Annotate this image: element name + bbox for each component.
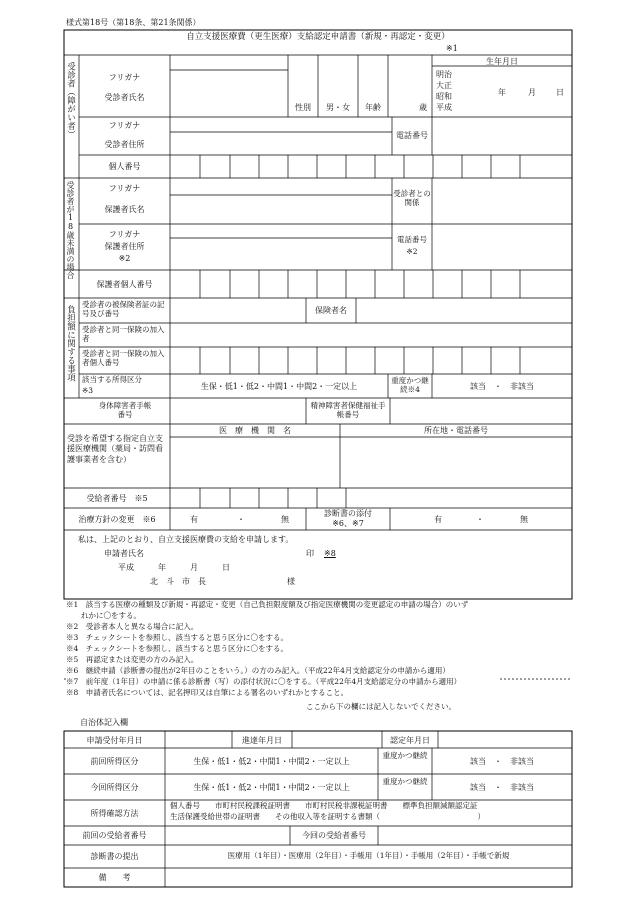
patient-address-label: 受診者住所: [104, 140, 145, 149]
burden-side-label: 負担額に関する事項: [65, 305, 76, 382]
application-date[interactable]: 平成 年 月 日: [118, 563, 230, 572]
note-1: ※1 該当する医療の種類及び新規・再認定・変更（自己負担限度額及び指定医療機関の変更認定の申請の場合）のいず: [66, 600, 469, 609]
curr-recipient-field[interactable]: [380, 828, 570, 843]
applicant-label: 申請者氏名: [104, 549, 144, 558]
age-unit: 歳: [419, 103, 427, 112]
institution-name-header: 医 療 機 関 名: [219, 426, 291, 435]
prev-heavy-label: 重度かつ継続: [382, 751, 428, 760]
institution-name-field[interactable]: [172, 439, 338, 486]
diagnosis-yes[interactable]: 有: [434, 515, 442, 524]
same-insured-no-label: 受診者と同一保険の加入者個人番号: [82, 349, 165, 368]
curr-income-label: 今回所得区分: [90, 783, 139, 792]
curr-heavy-label: 重度かつ継続: [382, 777, 428, 786]
note-7: ※7 前年度（1年目）の申請に係る診断書（写）の添付状況に〇をする。（平成22年4月支給認定分の申請から適用）: [66, 677, 462, 686]
patient-phone-label: 電話番号: [396, 131, 428, 140]
diagnosis-dot: ・: [476, 515, 484, 524]
progress-date-field[interactable]: [294, 733, 380, 746]
birth-era-showa[interactable]: 昭和: [436, 92, 452, 101]
note-5: ※5 再認定または変更の方のみ記入。: [66, 655, 199, 664]
guardian-phone-label: 電話番号: [397, 235, 427, 244]
cert-date-label: 認定年月日: [390, 736, 430, 745]
cert-date-field[interactable]: [440, 733, 570, 746]
diagnosis-submit-options[interactable]: 医療用（1年目）・医療用（2年目）・手帳用（1年目）・手帳用（2年目）・手帳で新規: [227, 851, 510, 860]
note-1b: れかに〇をする。: [66, 611, 141, 620]
insured-card-field[interactable]: [172, 300, 304, 321]
curr-recipient-label: 今回の受給者番号: [302, 831, 366, 840]
cut-line-text: ここから下の欄には記入しないでください。: [306, 702, 456, 711]
treatment-dot: ・: [237, 515, 245, 524]
birth-era-taisho[interactable]: 大正: [436, 81, 452, 90]
guardian-personal-no-label: 保護者個人番号: [96, 280, 153, 289]
guardian-furigana-label: フリガナ: [108, 184, 141, 193]
heavy-label: 重度かつ継続※4: [391, 376, 429, 394]
income-method-line2[interactable]: 生活保護受給世帯の証明書 その他収入等を証明する書類（ ）: [170, 812, 485, 821]
guardian-name-label: 保護者氏名: [104, 205, 145, 214]
diagnosis-attach-label: 診断書の添付: [324, 509, 372, 518]
guardian-side-label: 受診者が18歳未満の場合: [66, 181, 75, 279]
same-insured-field[interactable]: [172, 325, 570, 345]
seal-note: ※8: [324, 549, 336, 558]
prev-heavy-options[interactable]: 該当 ・ 非該当: [470, 757, 534, 766]
patient-name-field[interactable]: [172, 72, 286, 114]
heavy-options[interactable]: 該当 ・ 非該当: [470, 382, 534, 391]
progress-date-label: 進達年月日: [242, 736, 282, 745]
seal-label: 印: [306, 549, 314, 558]
birth-year-unit: 年: [498, 88, 506, 97]
sex-options[interactable]: 男・女: [326, 103, 350, 112]
guardian-address-note: ※2: [118, 254, 131, 263]
mayor-sama: 様: [287, 577, 295, 586]
same-insured-label: 受診者と同一保険の加入者: [82, 325, 165, 344]
disability-card-field[interactable]: [172, 400, 304, 422]
treatment-change-label: 治療方針の変更 ※6: [78, 515, 156, 524]
applicant-name-field[interactable]: [160, 547, 300, 559]
patient-personal-no-field[interactable]: [172, 157, 570, 176]
curr-income-options[interactable]: 生保・低1・低2・中間1・中間2・一定以上: [193, 783, 350, 792]
insured-card-label: 受診者の被保険者証の記号及び番号: [82, 300, 165, 319]
note-6: ※6 継続申請（診断書の提出が2年目のことをいう。）の方のみ記入。（平成22年4月支給認定分の申請から適用）: [66, 666, 450, 675]
receipt-date-field[interactable]: [167, 733, 230, 746]
patient-furigana-label: フリガナ: [108, 73, 141, 82]
patient-phone-field[interactable]: [434, 119, 570, 153]
sex-label: 性別: [295, 103, 311, 112]
disability-card-label: 身体障害者手帳番号: [98, 401, 152, 420]
patient-address-furigana-label: フリガナ: [108, 121, 141, 130]
insurer-field[interactable]: [358, 300, 570, 321]
patient-name-label: 受診者氏名: [104, 93, 145, 102]
prev-income-options[interactable]: 生保・低1・低2・中間1・中間2・一定以上: [193, 757, 350, 766]
declaration-text: 私は、上記のとおり、自立支援医療費の支給を申請します。: [78, 535, 294, 544]
income-class-label: 該当する所得区分: [82, 375, 142, 384]
recipient-no-field[interactable]: [172, 490, 570, 506]
birth-month-unit: 月: [528, 88, 536, 97]
guardian-address-furigana-label: フリガナ: [108, 230, 141, 239]
guardian-address-field[interactable]: [172, 240, 390, 268]
guardian-relation-label: 受診者との関係: [393, 189, 431, 207]
patient-side-label: 受診者（障がい者）: [65, 62, 76, 139]
form-id: 様式第18号（第18条、第21条関係）: [66, 18, 201, 27]
diagnosis-submit-label: 診断書の提出: [90, 852, 139, 861]
guardian-address-label: 保護者住所: [104, 242, 145, 251]
age-label: 年齢: [365, 103, 381, 112]
birth-day-unit: 日: [556, 88, 564, 97]
mental-card-label: 精神障害者保健福祉手帳番号: [310, 401, 386, 420]
prev-recipient-field[interactable]: [167, 828, 288, 843]
note-4: ※4 チェックシートを参照し、該当すると思う区分に〇をする。: [66, 644, 289, 653]
birth-header: 生年月日: [486, 57, 518, 66]
patient-personal-no-label: 個人番号: [108, 162, 141, 171]
institution-address-field[interactable]: [342, 439, 570, 486]
guardian-phone-note: ※2: [406, 247, 418, 256]
guardian-relation-field[interactable]: [434, 180, 570, 222]
prev-recipient-label: 前回の受給者番号: [82, 831, 147, 840]
income-class-options[interactable]: 生保・低1・低2・中間1・中間2・一定以上: [200, 382, 358, 391]
same-insured-no-field[interactable]: [172, 349, 570, 372]
institution-label: 受診を希望する指定自立支援医療機関（薬局・訪問看護事業者を含む）: [67, 434, 163, 464]
remarks-field[interactable]: [167, 870, 570, 885]
receipt-date-label: 申請受付年月日: [86, 736, 143, 745]
patient-address-field[interactable]: [172, 134, 390, 153]
office-heading: 自治体記入欄: [80, 718, 128, 727]
income-method-label: 所得確認方法: [90, 809, 139, 818]
treatment-no[interactable]: 無: [281, 515, 289, 524]
birth-era-meiji[interactable]: 明治: [436, 70, 452, 79]
note-2: ※2 受診者本人と異なる場合に記入。: [66, 622, 199, 631]
curr-heavy-options[interactable]: 該当 ・ 非該当: [470, 783, 534, 792]
diagnosis-attach-note: ※6、※7: [332, 519, 364, 528]
mental-card-field[interactable]: [392, 400, 570, 422]
prev-income-label: 前回所得区分: [90, 757, 139, 766]
income-method-line1[interactable]: 個人番号 市町村民税課税証明書 市町村民税非課税証明書 標準負担額減額認定証: [170, 801, 478, 810]
birth-era-heisei[interactable]: 平成: [436, 103, 452, 112]
recipient-no-label: 受給者番号 ※5: [86, 494, 148, 503]
form-title: 自立支援医療費（更生医療）支給認定申請書（新規・再認定・変更）: [186, 32, 450, 42]
guardian-name-field[interactable]: [172, 197, 390, 222]
mayor-label: 北 斗 市 長: [150, 577, 206, 586]
guardian-phone-field[interactable]: [434, 226, 570, 268]
institution-address-header: 所在地・電話番号: [424, 426, 488, 435]
note-8: ※8 申請者氏名については、記名押印又は自筆による署名のいずれかとすること。: [66, 688, 349, 697]
remarks-label: 備 考: [98, 873, 131, 882]
diagnosis-no[interactable]: 無: [520, 515, 528, 524]
treatment-yes[interactable]: 有: [190, 515, 198, 524]
income-class-note: ※3: [82, 386, 94, 395]
insurer-label: 保険者名: [315, 306, 347, 315]
note-3: ※3 チェックシートを参照し、該当すると思う区分に〇をする。: [66, 633, 289, 642]
title-note: ※1: [446, 44, 458, 53]
guardian-personal-no-field[interactable]: [172, 272, 570, 296]
